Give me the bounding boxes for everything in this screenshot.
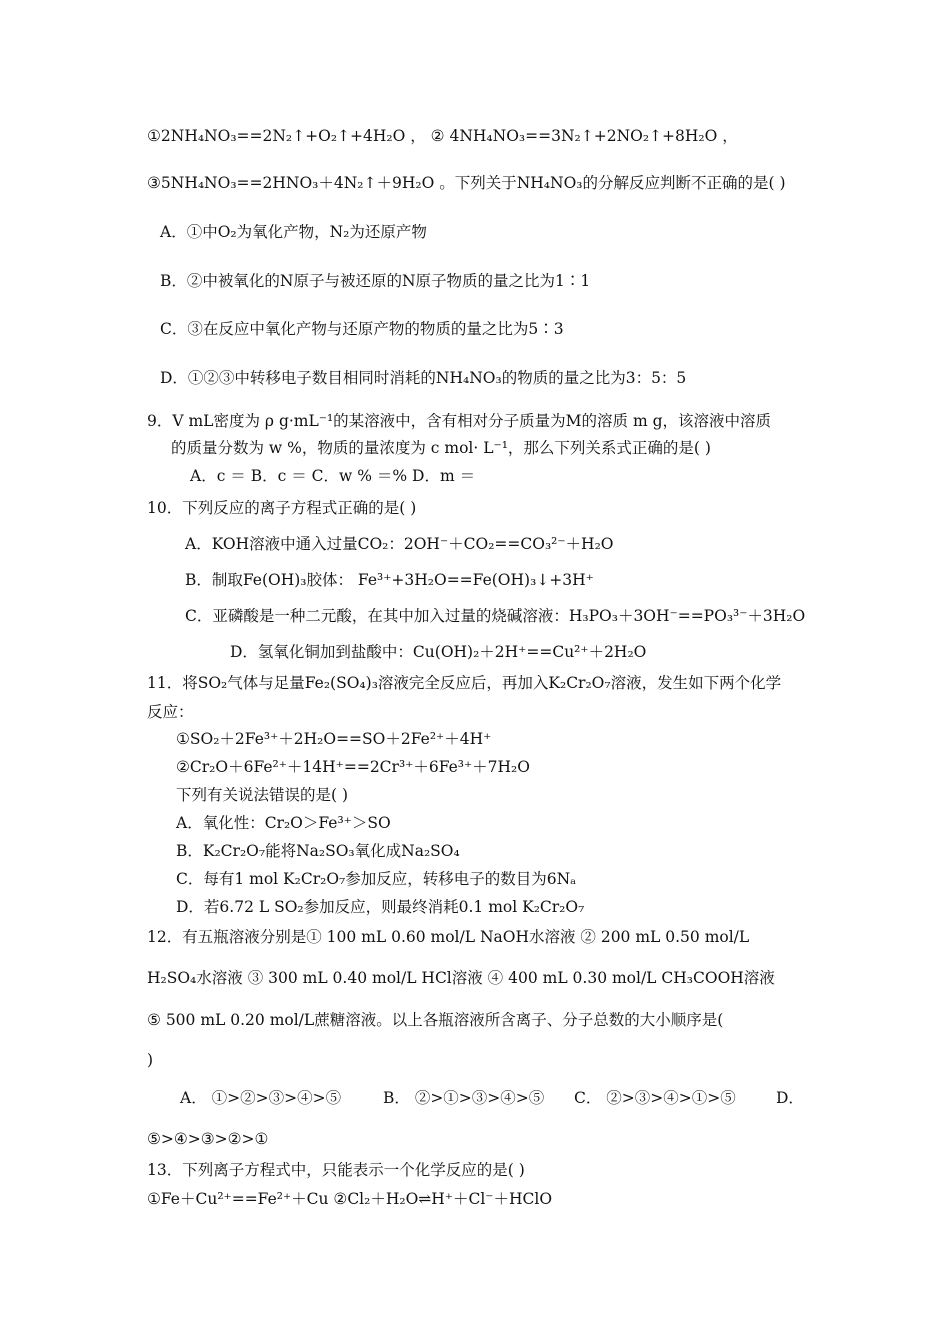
q9-stem-line-2: 的质量分数为 w %，物质的量浓度为 c mol· L⁻¹，那么下列关系式正确的是( ) xyxy=(171,439,711,457)
q11-option-c: C．每有1 mol K₂Cr₂O₇参加反应，转移电子的数目为6Nₐ xyxy=(176,870,577,888)
q9-options: A．c ＝ B．c ＝ C．w % ＝% D．m ＝ xyxy=(190,467,476,485)
q11-stem-line-1: 11．将SO₂气体与足量Fe₂(SO₄)₃溶液完全反应后，再加入K₂Cr₂O₇溶液，发生如下两个化学 xyxy=(147,674,782,692)
q8-option-d: D．①②③中转移电子数目相同时消耗的NH₄NO₃的物质的量之比为3：5：5 xyxy=(160,369,687,387)
q12-option-d-label: D． xyxy=(776,1089,804,1107)
q12-option-a: A． ①>②>③>④>⑤ xyxy=(180,1089,342,1107)
q11-question: 下列有关说法错误的是( ) xyxy=(176,786,349,804)
q13-items: ①Fe＋Cu²⁺==Fe²⁺＋Cu ②Cl₂＋H₂O⇌H⁺＋Cl⁻＋HClO xyxy=(147,1190,553,1208)
q11-reaction-1: ①SO₂＋2Fe³⁺＋2H₂O==SO＋2Fe²⁺＋4H⁺ xyxy=(176,730,492,748)
q10-option-d: D．氢氧化铜加到盐酸中：Cu(OH)₂＋2H⁺==Cu²⁺＋2H₂O xyxy=(230,643,647,661)
q8-option-c: C．③在反应中氧化产物与还原产物的物质的量之比为5∶3 xyxy=(160,320,564,338)
q13-stem: 13．下列离子方程式中，只能表示一个化学反应的是( ) xyxy=(147,1161,525,1179)
q11-option-a: A．氧化性：Cr₂O＞Fe³⁺＞SO xyxy=(176,814,391,832)
q11-option-b: B．K₂Cr₂O₇能将Na₂SO₃氧化成Na₂SO₄ xyxy=(176,842,460,860)
q10-option-b: B．制取Fe(OH)₃胶体： Fe³⁺+3H₂O==Fe(OH)₃↓+3H⁺ xyxy=(185,571,594,589)
q11-option-d: D．若6.72 L SO₂参加反应，则最终消耗0.1 mol K₂Cr₂O₇ xyxy=(176,898,585,916)
q12-option-c: C． ②>③>④>①>⑤ xyxy=(574,1089,736,1107)
q10-option-a: A．KOH溶液中通入过量CO₂：2OH⁻＋CO₂==CO₃²⁻＋H₂O xyxy=(185,535,614,553)
q12-stem-line-4: ) xyxy=(147,1051,154,1069)
q12-stem-line-2: H₂SO₄水溶液 ③ 300 mL 0.40 mol/L HCl溶液 ④ 400 mL 0.30 mol/L CH₃COOH溶液 xyxy=(147,969,775,987)
q8-reactions-line-2: ③5NH₄NO₃==2HNO₃＋4N₂↑＋9H₂O 。下列关于NH₄NO₃的分解反应判断不正确的是( ) xyxy=(147,174,786,192)
q8-option-b: B．②中被氧化的N原子与被还原的N原子物质的量之比为1∶1 xyxy=(160,272,591,290)
q12-option-d-value: ⑤>④>③>②>① xyxy=(147,1130,269,1148)
q12-stem-line-3: ⑤ 500 mL 0.20 mol/L蔗糖溶液。以上各瓶溶液所含离子、分子总数的大小顺序是( xyxy=(147,1011,724,1029)
q9-stem-line-1: 9．V mL密度为 ρ g·mL⁻¹的某溶液中，含有相对分子质量为M的溶质 m g，该溶液中溶质 xyxy=(147,412,772,430)
q11-reaction-2: ②Cr₂O＋6Fe²⁺＋14H⁺==2Cr³⁺＋6Fe³⁺＋7H₂O xyxy=(176,758,530,776)
q10-option-c: C．亚磷酸是一种二元酸，在其中加入过量的烧碱溶液：H₃PO₃＋3OH⁻==PO₃³⁻＋3H₂O xyxy=(185,607,806,625)
q11-stem-line-2: 反应： xyxy=(147,703,194,721)
q8-option-a: A．①中O₂为氧化产物，N₂为还原产物 xyxy=(160,223,427,241)
q10-stem: 10．下列反应的离子方程式正确的是( ) xyxy=(147,499,417,517)
q8-reactions-line-1: ①2NH₄NO₃==2N₂↑+O₂↑+4H₂O ， ② 4NH₄NO₃==3N₂↑+2NO₂↑+8H₂O ， xyxy=(147,127,738,145)
q12-option-b: B． ②>①>③>④>⑤ xyxy=(383,1089,545,1107)
q12-stem-line-1: 12．有五瓶溶液分别是① 100 mL 0.60 mol/L NaOH水溶液 ② 200 mL 0.50 mol/L xyxy=(147,928,750,946)
